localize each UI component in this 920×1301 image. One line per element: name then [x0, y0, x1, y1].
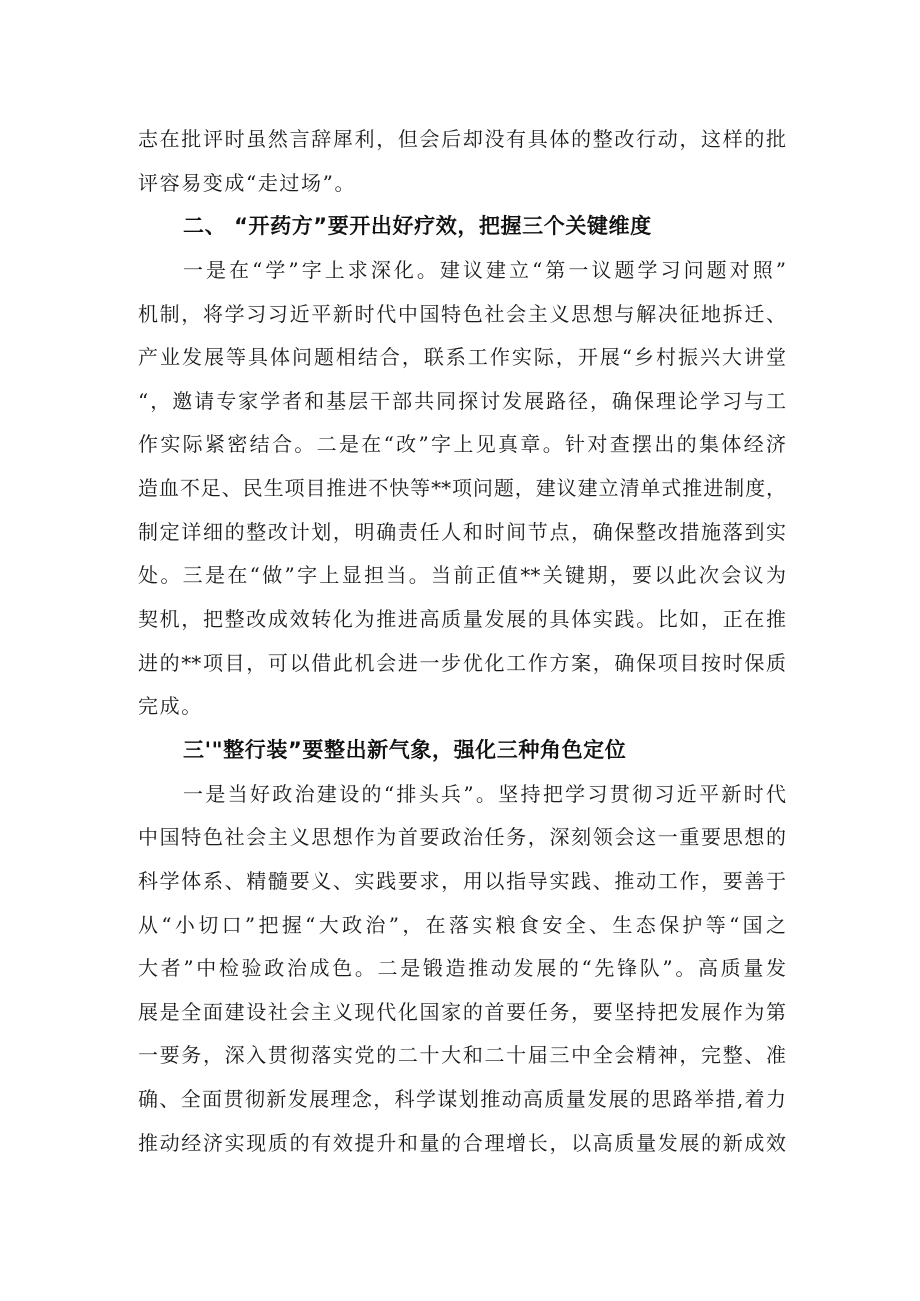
- paragraph-line: 处。三是在“做”字上显担当。当前正值**关键期，要以此次会议为: [138, 563, 786, 588]
- paragraph-line: 一要务，深入贯彻落实党的二十大和二十届三中全会精神，完整、准: [138, 1043, 786, 1068]
- paragraph-line: 志在批评时虽然言辞犀利，但会后却没有具体的整改行动，这样的批: [138, 127, 786, 151]
- paragraph-line: 进的**项目，可以借此机会进一步优化工作方案，确保项目按时保质: [138, 650, 786, 675]
- paragraph-line: “，邀请专家学者和基层干部共同探讨发展路径，确保理论学习与工: [138, 388, 786, 413]
- section-heading-3: 三'"整行装”要整出新气象，强化三种角色定位: [183, 737, 627, 762]
- paragraph-line: 推动经济实现质的有效提升和量的合理增长，以高质量发展的新成效: [138, 1130, 786, 1155]
- paragraph-line: 大者”中检验政治成色。二是锻造推动发展的“先锋队”。高质量发: [138, 956, 786, 981]
- paragraph-line: 契机，把整改成效转化为推进高质量发展的具体实践。比如，正在推: [138, 607, 786, 632]
- paragraph-line: 一是在“学”字上求深化。建议建立“第一议题学习问题对照”: [183, 257, 786, 282]
- paragraph-line: 造血不足、民生项目推进不快等**项问题，建议建立清单式推进制度，: [138, 476, 786, 501]
- paragraph-line: 确、全面贯彻新发展理念，科学谋划推动高质量发展的思路举措,着力: [138, 1087, 786, 1112]
- paragraph-line: 产业发展等具体问题相结合，联系工作实际，开展“乡村振兴大讲堂: [138, 345, 786, 370]
- paragraph-line: 制定详细的整改计划，明确责任人和时间节点，确保整改措施落到实: [138, 519, 786, 544]
- section-heading-2: 二、 “开药方”要开出好疗效，把握三个关键维度: [183, 214, 652, 239]
- paragraph-line: 一是当好政治建设的“排头兵”。坚持把学习贯彻习近平新时代: [183, 781, 786, 806]
- paragraph-line: 中国特色社会主义思想作为首要政治任务，深刻领会这一重要思想的: [138, 825, 786, 850]
- paragraph-line: 机制，将学习习近平新时代中国特色社会主义思想与解决征地拆迁、: [138, 301, 786, 326]
- paragraph-line: 从“小切口”把握“大政治”，在落实粮食安全、生态保护等“国之: [138, 912, 786, 937]
- paragraph-line: 展是全面建设社会主义现代化国家的首要任务，要坚持把发展作为第: [138, 999, 786, 1024]
- paragraph-line: 作实际紧密结合。二是在“改”字上见真章。针对查摆出的集体经济: [138, 432, 786, 457]
- paragraph-line: 科学体系、精髓要义、实践要求，用以指导实践、推动工作，要善于: [138, 868, 786, 893]
- paragraph-line: 完成。: [138, 694, 203, 719]
- document-body: [138, 118, 786, 1165]
- paragraph-line: 评容易变成“走过场”。: [138, 170, 357, 195]
